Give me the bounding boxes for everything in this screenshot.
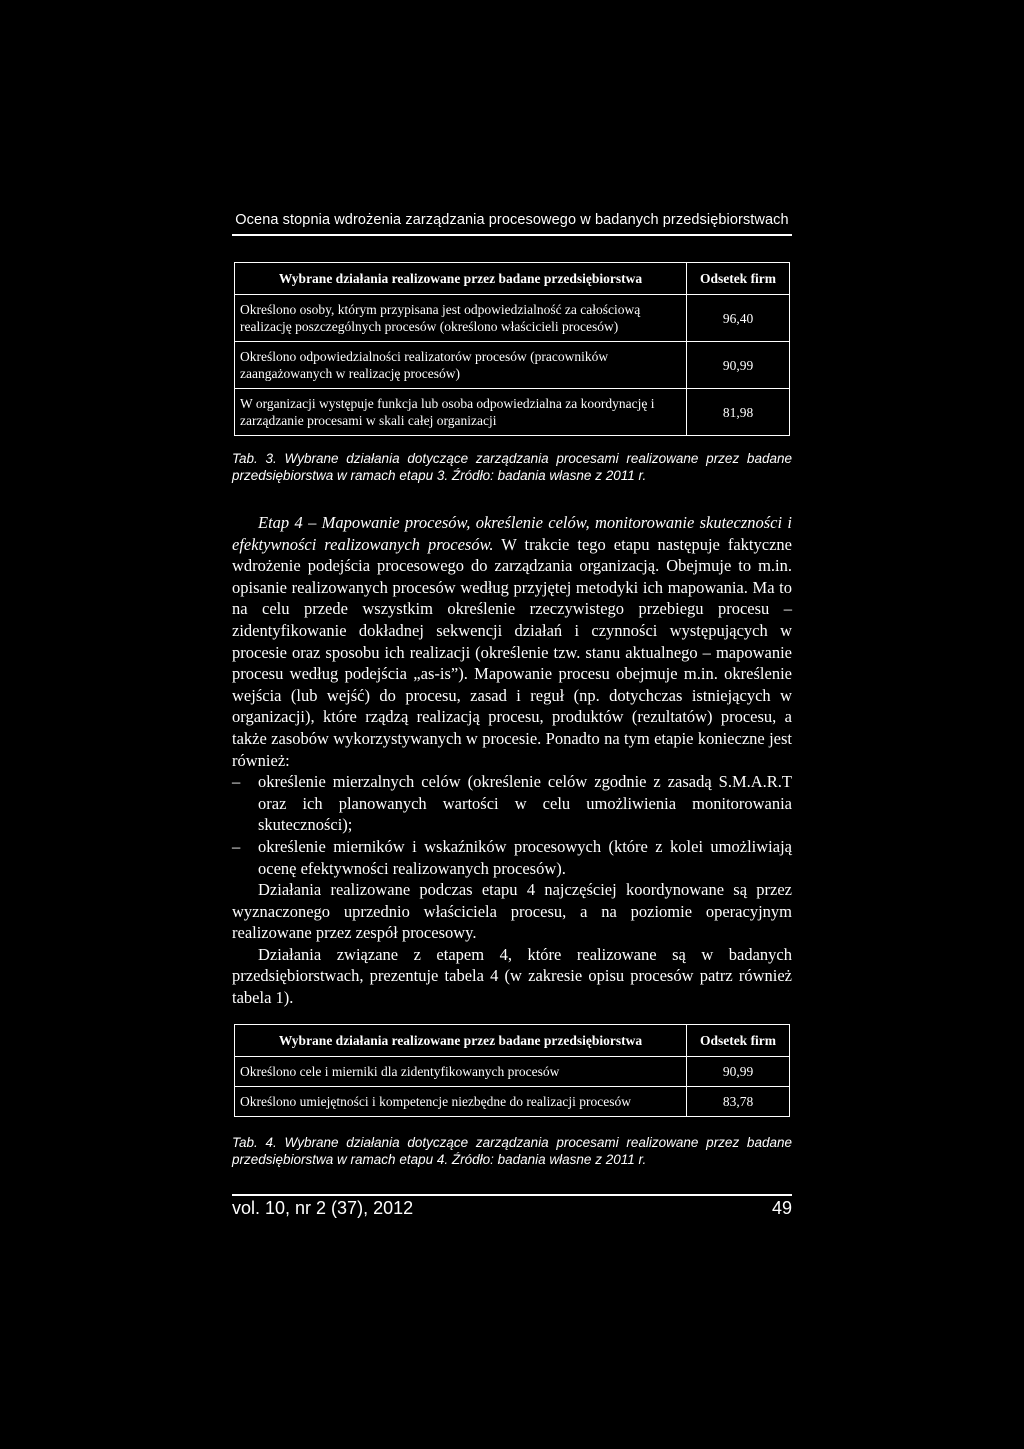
header-rule — [232, 234, 792, 236]
list-item — [232, 771, 792, 836]
paragraph-text: W trakcie tego etapu następuje faktyczne wdrożenie podejścia procesowego do zarządzania organizacją. Obejmuje to m.in. opisanie realizowanych procesów według przyjętej metodyki ich mapowania. Ma to na celu przede wszystkim określenie rzeczywistego przebiegu procesu – zidentyfikowanie dokładnej sekwencji działań i czynności występujących w procesie oraz sposobu ich realizacji (określenie tzw. stanu aktualnego – mapowanie procesu według podejścia „as-is”). Mapowanie procesu obejmuje m.in. określenie wejścia (lub wejść) do procesu, zasad i reguł (np. dotychczas istniejących w organizacji), które rządzą realizacją procesu, produktów (rezultatów) procesu, a także zasobów wykorzystywanych w procesie. Ponadto na tym etapie konieczne jest również: — [232, 534, 792, 770]
page-footer — [232, 1198, 792, 1219]
table-row — [235, 295, 790, 342]
section-heading-italic: Etap 4 – Mapowanie procesów, określenie celów, monitorowanie skuteczności i efektywności realizowanych procesów. — [232, 513, 792, 554]
table-cell-value: 83,78 — [687, 1087, 790, 1117]
table-cell-value: 90,99 — [687, 1057, 790, 1087]
table-cell-value: 81,98 — [687, 389, 790, 436]
table-header-activities: Wybrane działania realizowane przez badane przedsiębiorstwa — [235, 263, 687, 295]
table-header-percent: Odsetek firm — [687, 1025, 790, 1057]
journal-issue: vol. 10, nr 2 (37), 2012 — [232, 1198, 414, 1218]
table-3-caption: Tab. 3. Wybrane działania dotyczące zarządzania procesami realizowane przez badane przedsiębiorstwa w ramach etapu 3. Źródło: badania własne z 2011 r. — [232, 451, 792, 483]
body-text — [232, 512, 792, 1009]
list-item-text: określenie mierników i wskaźników procesowych (które z kolei umożliwiają ocenę efektywności realizowanych procesów). — [258, 836, 792, 878]
table-cell-value: 90,99 — [687, 342, 790, 389]
table-cell-value: 96,40 — [687, 295, 790, 342]
table-row — [235, 389, 790, 436]
table-cell-activity: Określono odpowiedzialności realizatorów procesów (pracowników zaangażowanych w realizację procesów) — [235, 342, 687, 389]
table-cell-activity: Określono umiejętności i kompetencje niezbędne do realizacji procesów — [235, 1087, 687, 1117]
table-row — [235, 1087, 790, 1117]
table-header-percent: Odsetek firm — [687, 263, 790, 295]
running-head: Ocena stopnia wdrożenia zarządzania procesowego w badanych przedsiębiorstwach — [235, 212, 789, 228]
bullet-dash: – — [232, 836, 241, 856]
table-header-row — [235, 1025, 790, 1057]
page-number: 49 — [771, 1198, 792, 1218]
table-4 — [234, 1024, 790, 1117]
table-3 — [234, 262, 790, 436]
table-row — [235, 1057, 790, 1087]
list-item-text: określenie mierzalnych celów (określenie celów zgodnie z zasadą S.M.A.R.T oraz ich planowanych wartości w celu umożliwienia monitorowania skuteczności); — [258, 772, 792, 835]
paragraph-table-reference: Działania związane z etapem 4, które realizowane są w badanych przedsiębiorstwach, prezentuje tabela 4 (w zakresie opisu procesów patrz również tabela 1). — [232, 944, 792, 1008]
table-cell-activity: W organizacji występuje funkcja lub osoba odpowiedzialna za koordynację i zarządzanie procesami w skali całej organizacji — [235, 389, 687, 436]
table-header-row — [235, 263, 790, 295]
table-4-caption: Tab. 4. Wybrane działania dotyczące zarządzania procesami realizowane przez badane przedsiębiorstwa w ramach etapu 4. Źródło: badania własne z 2011 r. — [232, 1135, 792, 1167]
list-item — [232, 836, 792, 879]
table-cell-activity: Określono osoby, którym przypisana jest odpowiedzialność za całościową realizację poszczególnych procesów (określono właścicieli procesów) — [235, 295, 687, 342]
paragraph-coordination: Działania realizowane podczas etapu 4 najczęściej koordynowane są przez wyznaczonego uprzednio właściciela procesu, a na poziomie operacyjnym realizowane przez zespół procesowy. — [232, 880, 792, 943]
bullet-dash: – — [232, 772, 241, 792]
table-row — [235, 342, 790, 389]
footer-rule — [232, 1194, 792, 1196]
paragraph-etap-4 — [232, 512, 792, 771]
table-header-activities: Wybrane działania realizowane przez badane przedsiębiorstwa — [235, 1025, 687, 1057]
table-cell-activity: Określono cele i mierniki dla zidentyfikowanych procesów — [235, 1057, 687, 1087]
